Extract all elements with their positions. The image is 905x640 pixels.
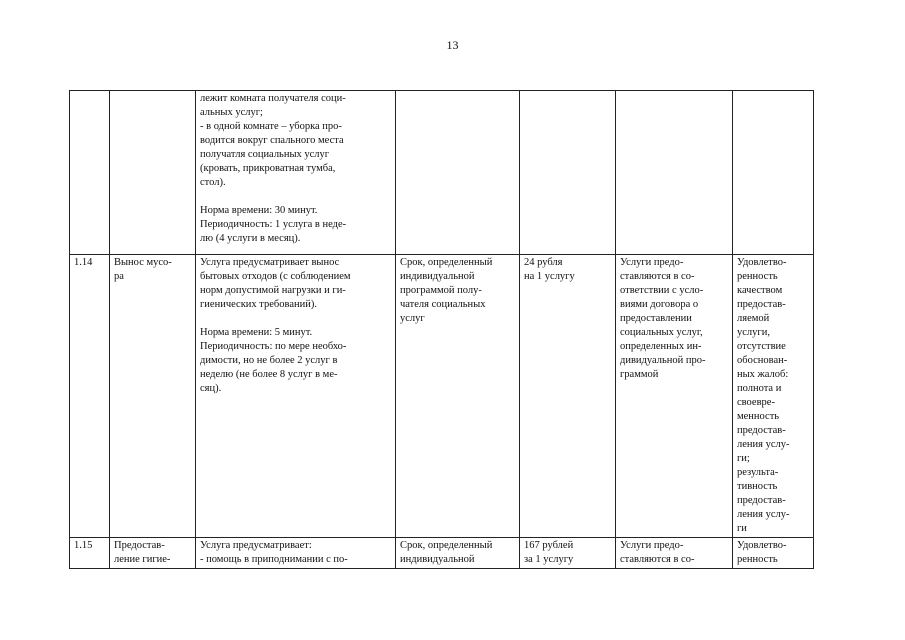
text-line: Услуга предусматривает вынос xyxy=(200,257,340,268)
service-term-cell xyxy=(396,255,520,538)
text-line: 24 рубля xyxy=(524,257,563,268)
text-line: ответствии с усло- xyxy=(620,285,704,296)
text-line: ление гигие- xyxy=(114,554,171,565)
table-row xyxy=(70,255,814,538)
text-line: социальных услуг, xyxy=(620,327,703,338)
quality-indicators-cell xyxy=(733,91,814,255)
text-line: ренность xyxy=(737,554,778,565)
services-table xyxy=(69,90,814,569)
text-line: услуг xyxy=(400,313,425,324)
text-line: индивидуальной xyxy=(400,271,475,282)
text-line: обоснован- xyxy=(737,355,788,366)
text-line: Норма времени: 30 минут. xyxy=(200,205,318,216)
text-line: ги xyxy=(737,523,747,534)
service-conditions-cell xyxy=(616,255,733,538)
text-line: бытовых отходов (с соблюдением xyxy=(200,271,351,282)
text-line: Вынос мусо- xyxy=(114,257,172,268)
text-line: на 1 услугу xyxy=(524,271,575,282)
service-price-cell xyxy=(520,538,616,569)
text-line: - в одной комнате – уборка про- xyxy=(200,121,342,132)
row-number-cell xyxy=(70,255,110,538)
text-line: Предостав- xyxy=(114,540,165,551)
text-line: ления услу- xyxy=(737,439,790,450)
text-line: результа- xyxy=(737,467,779,478)
text-line: альных услуг; xyxy=(200,107,263,118)
text-line: тивность xyxy=(737,481,778,492)
text-line: - помощь в приподнимании с по- xyxy=(200,554,348,565)
text-line: отсутствие xyxy=(737,341,786,352)
text-line: водится вокруг спального места xyxy=(200,135,344,146)
service-name-cell xyxy=(110,255,196,538)
text-line: менность xyxy=(737,411,780,422)
row-number: 1.15 xyxy=(74,540,93,551)
text-line: полнота и xyxy=(737,383,782,394)
text-line: (кровать, прикроватная тумба, xyxy=(200,163,336,174)
text-line: неделю (не более 8 услуг в ме- xyxy=(200,369,338,380)
quality-indicators-cell xyxy=(733,255,814,538)
table-row xyxy=(70,538,814,569)
text-line: качеством xyxy=(737,285,783,296)
text-line: чателя социальных xyxy=(400,299,486,310)
text-line xyxy=(200,312,391,326)
text-line: норм допустимой нагрузки и ги- xyxy=(200,285,346,296)
page-number: 13 xyxy=(446,38,459,52)
text-line: сяц). xyxy=(200,383,222,394)
text-line: за 1 услугу xyxy=(524,554,574,565)
text-line: граммой xyxy=(620,369,659,380)
text-line: предостав- xyxy=(737,299,786,310)
text-line: услуги, xyxy=(737,327,770,338)
text-line: лю (4 услуги в месяц). xyxy=(200,233,301,244)
text-line: гиенических требований). xyxy=(200,299,317,310)
service-name-cell xyxy=(110,538,196,569)
text-line: ных жалоб: xyxy=(737,369,789,380)
text-line: виями договора о xyxy=(620,299,699,310)
text-line: ления услу- xyxy=(737,509,790,520)
text-line: ра xyxy=(114,271,124,282)
text-line: ляемой xyxy=(737,313,770,324)
text-line: дивидуальной про- xyxy=(620,355,706,366)
text-line: Срок, определенный xyxy=(400,257,493,268)
text-line: Услуги предо- xyxy=(620,257,684,268)
text-line: ги; xyxy=(737,453,750,464)
text-line: лежит комната получателя соци- xyxy=(200,93,346,104)
text-line: предостав- xyxy=(737,495,786,506)
text-line: индивидуальной xyxy=(400,554,475,565)
text-line: ренность xyxy=(737,271,778,282)
text-line: Услуги предо- xyxy=(620,540,684,551)
table-row xyxy=(70,91,814,255)
row-number-cell xyxy=(70,91,110,255)
service-description-cell xyxy=(196,91,396,255)
service-conditions-cell xyxy=(616,91,733,255)
text-line: Удовлетво- xyxy=(737,257,787,268)
service-name-cell xyxy=(110,91,196,255)
text-line: стол). xyxy=(200,177,226,188)
row-number: 1.14 xyxy=(74,257,93,268)
text-line: Срок, определенный xyxy=(400,540,493,551)
text-line: димости, но не более 2 услуг в xyxy=(200,355,338,366)
service-price-cell xyxy=(520,91,616,255)
text-line: 167 рублей xyxy=(524,540,574,551)
text-line: Периодичность: 1 услуга в неде- xyxy=(200,219,347,230)
text-line: ставляются в со- xyxy=(620,554,695,565)
quality-indicators-cell xyxy=(733,538,814,569)
text-line: Норма времени: 5 минут. xyxy=(200,327,313,338)
service-conditions-cell xyxy=(616,538,733,569)
text-line: получатля социальных услуг xyxy=(200,149,330,160)
service-description-cell xyxy=(196,538,396,569)
service-price-cell xyxy=(520,255,616,538)
text-line: программой полу- xyxy=(400,285,482,296)
text-line: своевре- xyxy=(737,397,775,408)
service-term-cell xyxy=(396,538,520,569)
row-number-cell xyxy=(70,538,110,569)
text-line: определенных ин- xyxy=(620,341,702,352)
text-line: ставляются в со- xyxy=(620,271,695,282)
service-term-cell xyxy=(396,91,520,255)
text-line xyxy=(200,190,391,204)
text-line: Услуга предусматривает: xyxy=(200,540,312,551)
text-line: Удовлетво- xyxy=(737,540,787,551)
text-line: Периодичность: по мере необхо- xyxy=(200,341,347,352)
service-description-cell xyxy=(196,255,396,538)
text-line: предоставлении xyxy=(620,313,692,324)
text-line: предостав- xyxy=(737,425,786,436)
